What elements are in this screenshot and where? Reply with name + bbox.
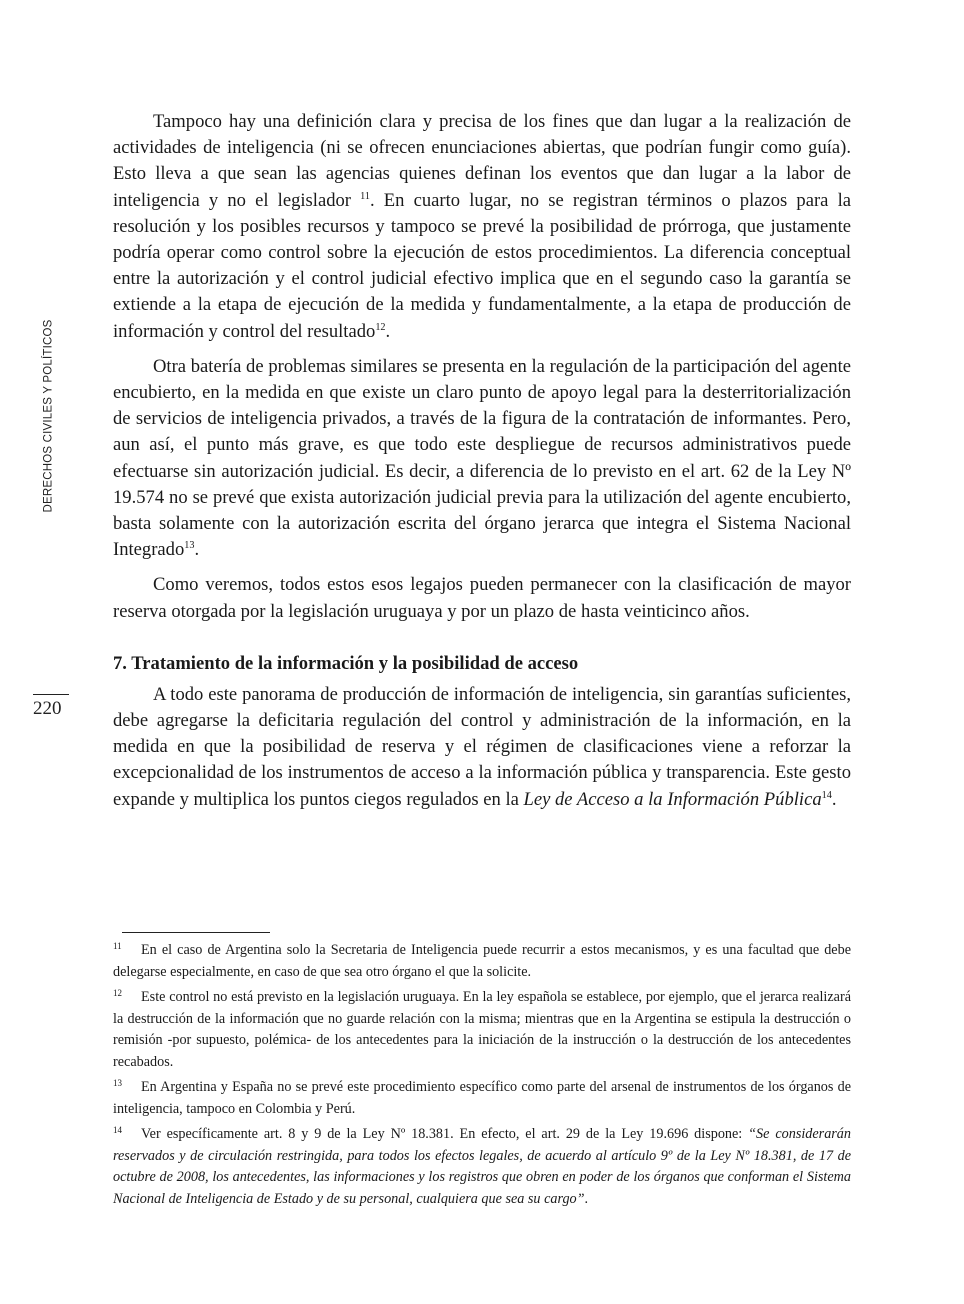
paragraph-text: . [194,539,200,561]
running-section-label [38,318,60,514]
main-text [113,109,851,813]
footnotes [113,936,851,1210]
paragraph-text: . [385,320,391,342]
footnote-mark: 14 [113,1125,122,1135]
footnote-text: En Argentina y España no se prevé este procedimiento específico como parte del arsenal de instrumentos de los órganos de inteligencia, tampoco en Colombia y Perú. [113,1079,851,1117]
footnote-separator [122,932,270,933]
footnote-ref[interactable]: 12 [375,321,386,333]
paragraph-1 [113,109,851,345]
footnote-13 [113,1073,851,1120]
footnote-text: . [584,1190,589,1207]
footnote-14 [113,1120,851,1210]
paragraph-2 [113,354,851,564]
footnote-text: En el caso de Argentina solo la Secretaria de Inteligencia puede recurrir a estos mecanismos, y es una facultad que debe delegarse especialmente, en caso de que sea otro órgano el que la solicite. [113,942,851,980]
section-title: DERECHOS CIVILES Y POLÍTICOS [43,319,56,513]
paragraph-text: . En cuarto lugar, no se registran términos o plazos para la resolución y los posibles recursos y tampoco se prevé la posibilidad de prórroga, que justamente podría operar como control sobre la ejecución de estos procedimientos. La diferencia conceptual entre la autorización y el control judicial efectivo implica que en el segundo caso la garantía se extiende a la etapa de ejecución de la medida y fundamentalmente, a la etapa de producción de información y control del resultado [113,189,852,342]
footnote-ref[interactable]: 11 [360,190,370,202]
paragraph-text: Como veremos, todos estos esos legajos pueden permanecer con la clasificación de mayor reserva otorgada por la legislación uruguaya y por un plazo de hasta veinticinco años. [113,574,851,622]
paragraph-text: . [831,788,837,810]
footnote-mark: 12 [113,988,122,998]
paragraph-4 [113,682,851,813]
footnote-ref[interactable]: 14 [821,789,832,801]
paragraph-text: Otra batería de problemas similares se presenta en la regulación de la participación del agente encubierto, en la medida en que existe un claro punto de apoyo legal para la desterritorialización de servicios de inteligencia privados, a través de la figura de la contratación de informantes. Pero, aun así, el punto más grave, es que todo este despliegue de recursos administrativos puede efectuarse sin autorización judicial. Es decir, a diferencia de lo previsto en el art. 62 de la Ley Nº 19.574 no se prevé que exista autorización judicial previa para la utilización del agente encubierto, basta solamente con la autorización escrita del órgano jerarca que integra el Sistema Nacional Integrado [113,355,851,561]
footnote-mark: 13 [113,1078,122,1088]
paragraph-3 [113,572,851,624]
footnote-quote: “Se considerarán reservados y de circulación restringida, para todos los efectos legales, de acuerdo al artículo 9º de la Ley Nº 18.381, de 17 de octubre de 2008, los antecedentes, las informaciones y los registros que obren en poder de los órganos que conforman el Sistema Nacional de Inteligencia de Estado y de su personal, cualquiera que sea su cargo” [113,1126,851,1207]
footnote-11 [113,936,851,983]
footnote-12 [113,983,851,1073]
footnote-text: Ver específicamente art. 8 y 9 de la Ley Nº 18.381. En efecto, el art. 29 de la Ley 19.696 dispone: [141,1126,749,1142]
paragraph-text: Tampoco hay una definición clara y precisa de los fines que dan lugar a la realización de actividades de inteligencia (ni se ofrecen enunciaciones abiertas, que podrían fungir como guía). Esto lleva a que sean las agencias quienes definan los eventos que dan lugar a la labor de inteligencia y no el legislador [113,111,851,211]
law-title: Ley de Acceso a la Información Pública [523,788,822,810]
footnote-mark: 11 [113,941,122,951]
footnote-text: Este control no está previsto en la legislación uruguaya. En la ley española se establece, por ejemplo, que el jerarca realizará la destrucción de la información que no guarde relación con la misma; mientras que en la Argentina se estipula la destrucción o remisión -por supuesto, polémica- de los antecedentes para la iniciación de la instrucción o la destrucción de los antecedentes recabados. [113,989,851,1070]
page-number: 220 [33,698,62,719]
page-number-rule [33,694,69,695]
paragraph-text: A todo este panorama de producción de información de inteligencia, sin garantías suficientes, debe agregarse la deficitaria regulación del control y administración de la información, en la medida en que la posibilidad de reserva y el régimen de clasificaciones viene a reforzar la excepcionalidad de los instrumentos de acceso a la información pública y transparencia. Este gesto expande y multiplica los puntos ciegos regulados en la [113,683,851,810]
footnote-ref[interactable]: 13 [184,540,195,552]
section-heading: 7. Tratamiento de la información y la posibilidad de acceso [113,652,579,674]
